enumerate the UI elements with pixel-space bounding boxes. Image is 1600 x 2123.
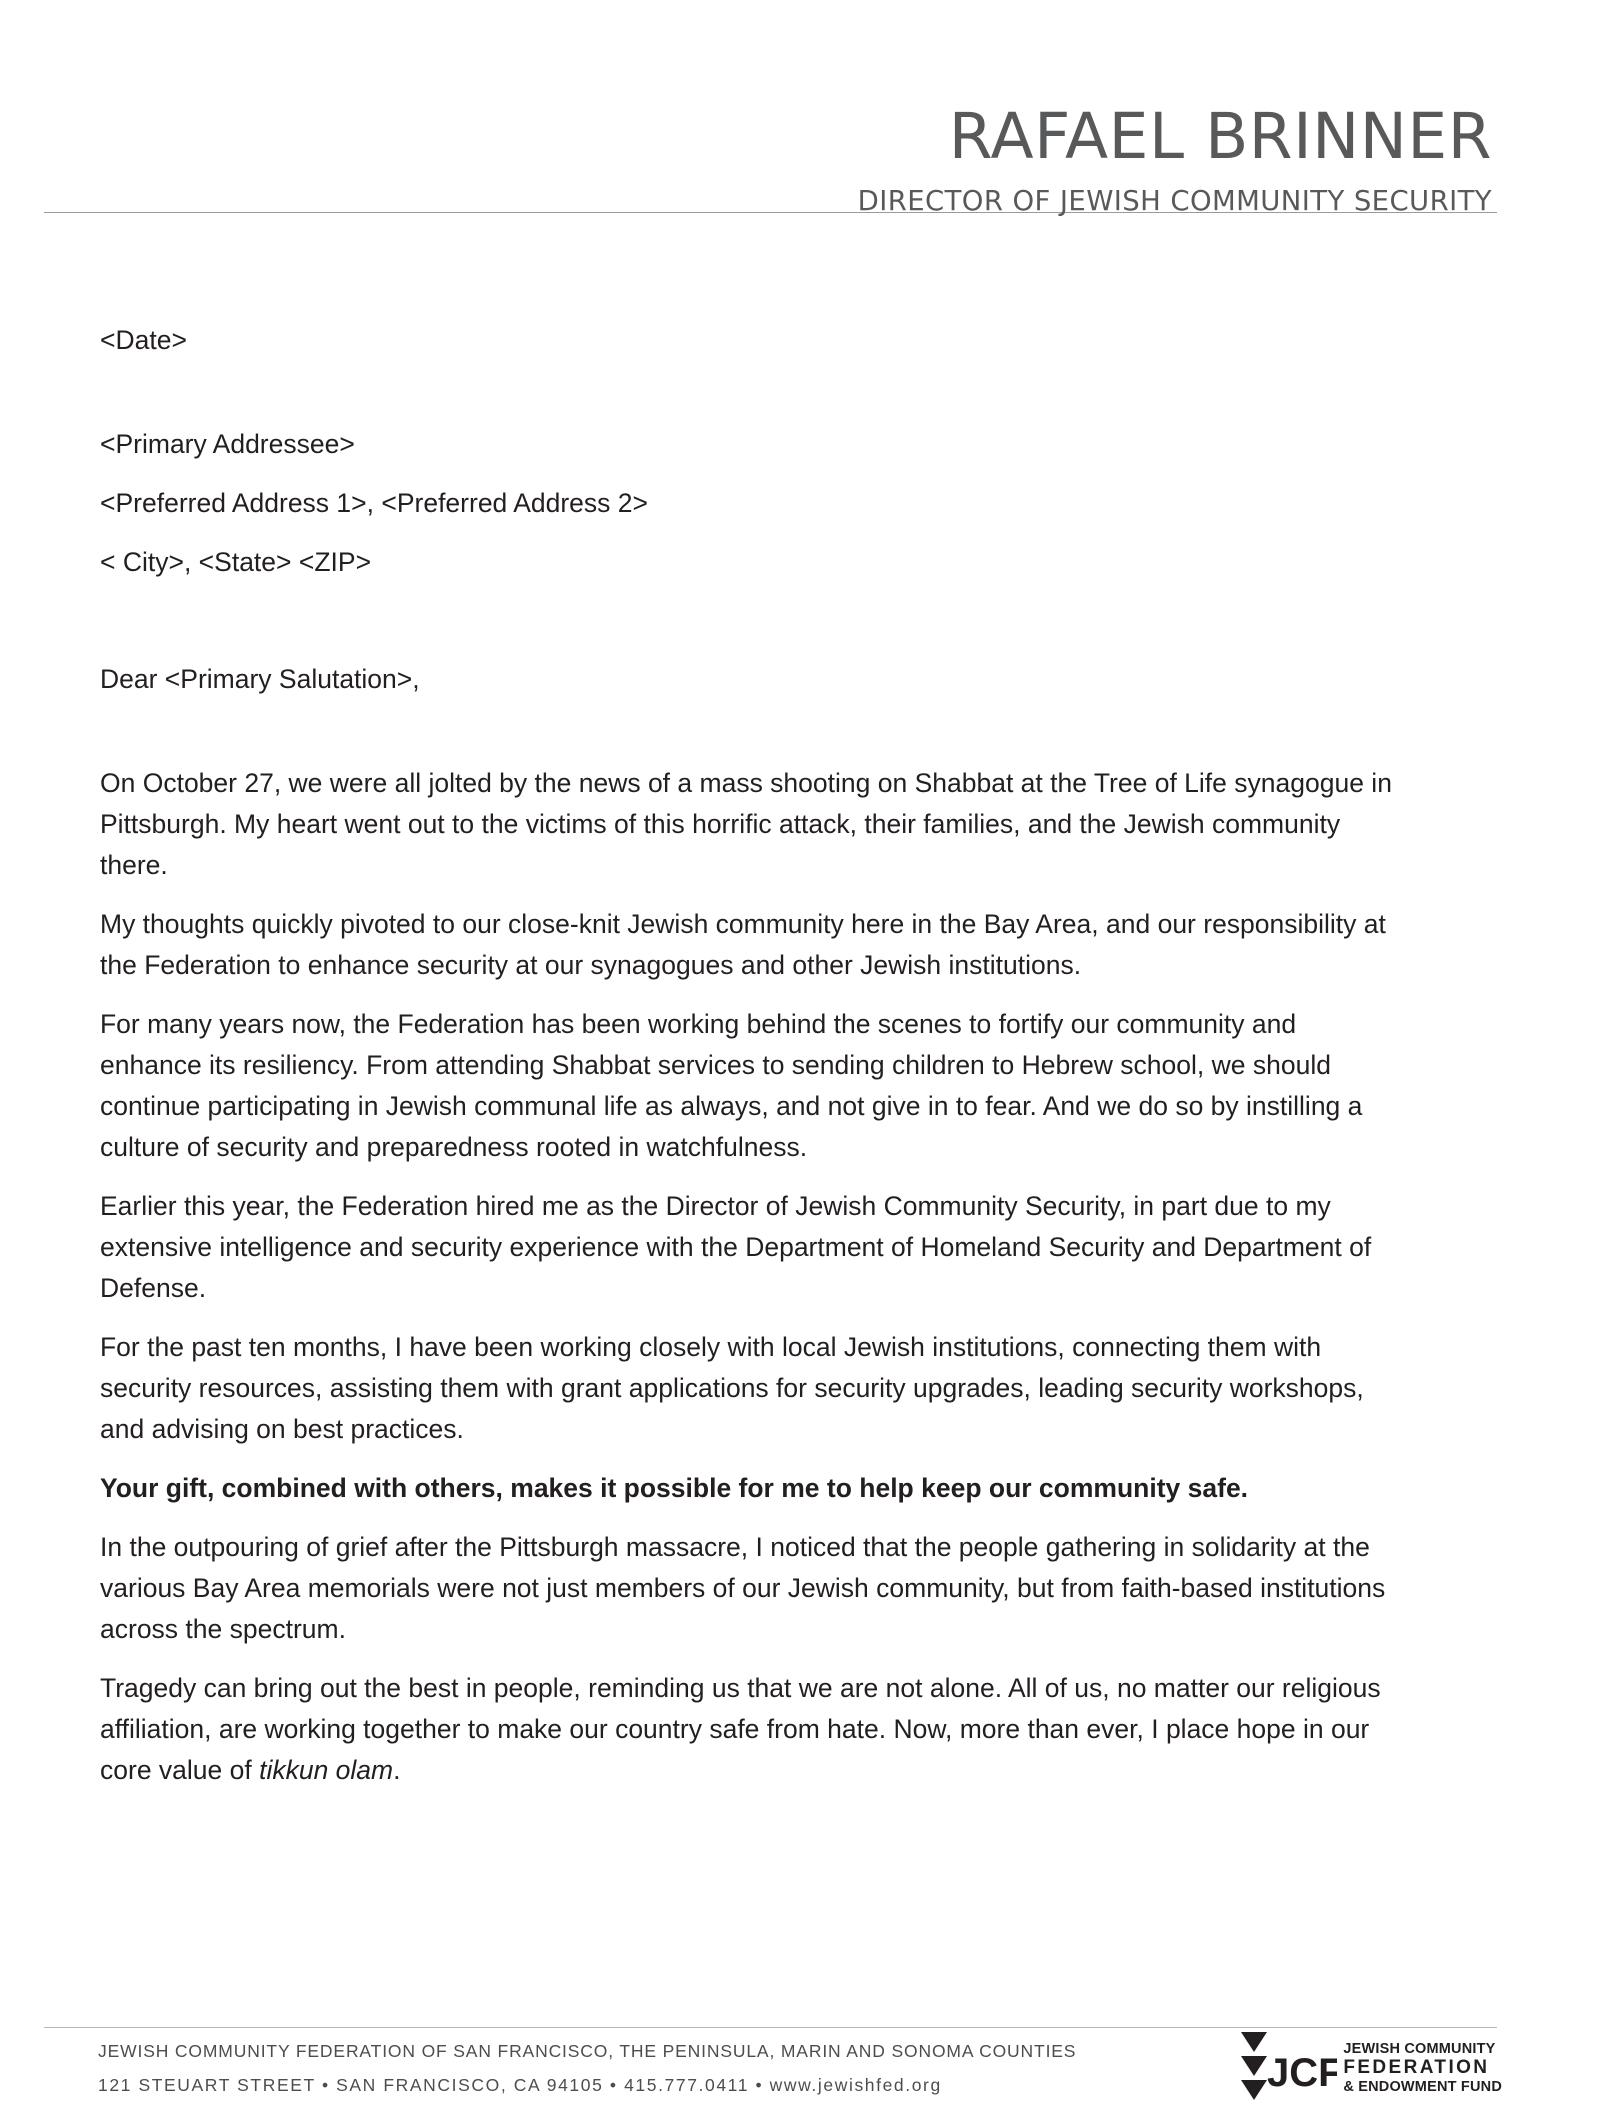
- body-paragraph: My thoughts quickly pivoted to our close-knit Jewish community here in the Bay Area, and our responsibility at the Federation to enhance security at our synagogues and other Jewish institutions.: [100, 909, 1386, 980]
- spacer-after-date: [100, 379, 1400, 424]
- letterhead-title: DIRECTOR OF JEWISH COMMUNITY SECURITY: [857, 185, 1492, 217]
- body-paragraph: For many years now, the Federation has been working behind the scenes to fortify our community and enhance its resiliency. From attending Shabbat services to sending children to Hebrew school, we should continue participating in Jewish communal life as always, and not give in to fear. And we do so by instilling a culture of security and preparedness rooted in watchfulness.: [100, 1009, 1363, 1162]
- address-line: <Preferred Address 1>, <Preferred Address 2>: [100, 488, 648, 518]
- closing-paragraph: [100, 1668, 1400, 1791]
- jcf-logo-line1: JEWISH COMMUNITY: [1343, 2041, 1496, 2058]
- address-line: <Primary Addressee>: [100, 429, 355, 459]
- footer-divider: [44, 2027, 1497, 2028]
- address-block: [100, 424, 1400, 583]
- letter-body: [100, 320, 1400, 1809]
- jcf-logo-text: [1343, 2037, 1502, 2095]
- jcf-logo-line2: FEDERATION: [1343, 2057, 1490, 2079]
- emphasis-paragraph: Your gift, combined with others, makes it possible for me to help keep our community safe.: [100, 1473, 1249, 1503]
- letterhead-name: RAFAEL BRINNER: [948, 100, 1492, 173]
- date-placeholder: <Date>: [100, 325, 187, 355]
- body-paragraph: Earlier this year, the Federation hired me as the Director of Jewish Community Security, in part due to my extensive intelligence and security experience with the Department of Homeland Security and Department of Defense.: [100, 1191, 1372, 1303]
- closing-text-part1: Tragedy can bring out the best in people, reminding us that we are not alone. All of us, no matter our religious affiliation, are working together to make our country safe from hate. Now, more than ever, I place hope in our core value of: [100, 1673, 1381, 1785]
- closing-italic-phrase: tikkun olam: [259, 1755, 394, 1785]
- body-paragraph: In the outpouring of grief after the Pittsburgh massacre, I noticed that the people gathering in solidarity at the various Bay Area memorials were not just members of our Jewish community, but from faith-based institutions across the spectrum.: [100, 1532, 1386, 1644]
- jcf-logo-line3: & ENDOWMENT FUND: [1343, 2078, 1502, 2095]
- salutation: Dear <Primary Salutation>,: [100, 664, 420, 694]
- spacer-after-salutation: [100, 718, 1400, 763]
- body-paragraph: On October 27, we were all jolted by the news of a mass shooting on Shabbat at the Tree of Life synagogue in Pittsburgh. My heart went out to the victims of this horrific attack, their families, and the Jewish community there.: [100, 768, 1392, 880]
- jcf-logo: [1241, 2029, 1502, 2103]
- footer-contact-line: 121 STEUART STREET • SAN FRANCISCO, CA 94105 • 415.777.0411 • www.jewishfed.org: [98, 2075, 942, 2095]
- body-paragraph: For the past ten months, I have been working closely with local Jewish institutions, connecting them with security resources, assisting them with grant applications for security upgrades, leading security workshops, and advising on best practices.: [100, 1332, 1364, 1444]
- page-footer: [0, 1993, 1600, 2123]
- footer-address-block: [98, 2041, 1076, 2096]
- footer-organization-line: JEWISH COMMUNITY FEDERATION OF SAN FRANCISCO, THE PENINSULA, MARIN AND SONOMA COUNTIES: [98, 2041, 1077, 2061]
- spacer-after-address: [100, 601, 1400, 659]
- jcf-logo-mark: [1241, 2030, 1337, 2102]
- jcf-logo-svg: [1241, 2030, 1337, 2102]
- svg-text:JCF: JCF: [1267, 2051, 1338, 2095]
- closing-text-part2: .: [393, 1755, 401, 1785]
- address-line: < City>, <State> <ZIP>: [100, 547, 372, 577]
